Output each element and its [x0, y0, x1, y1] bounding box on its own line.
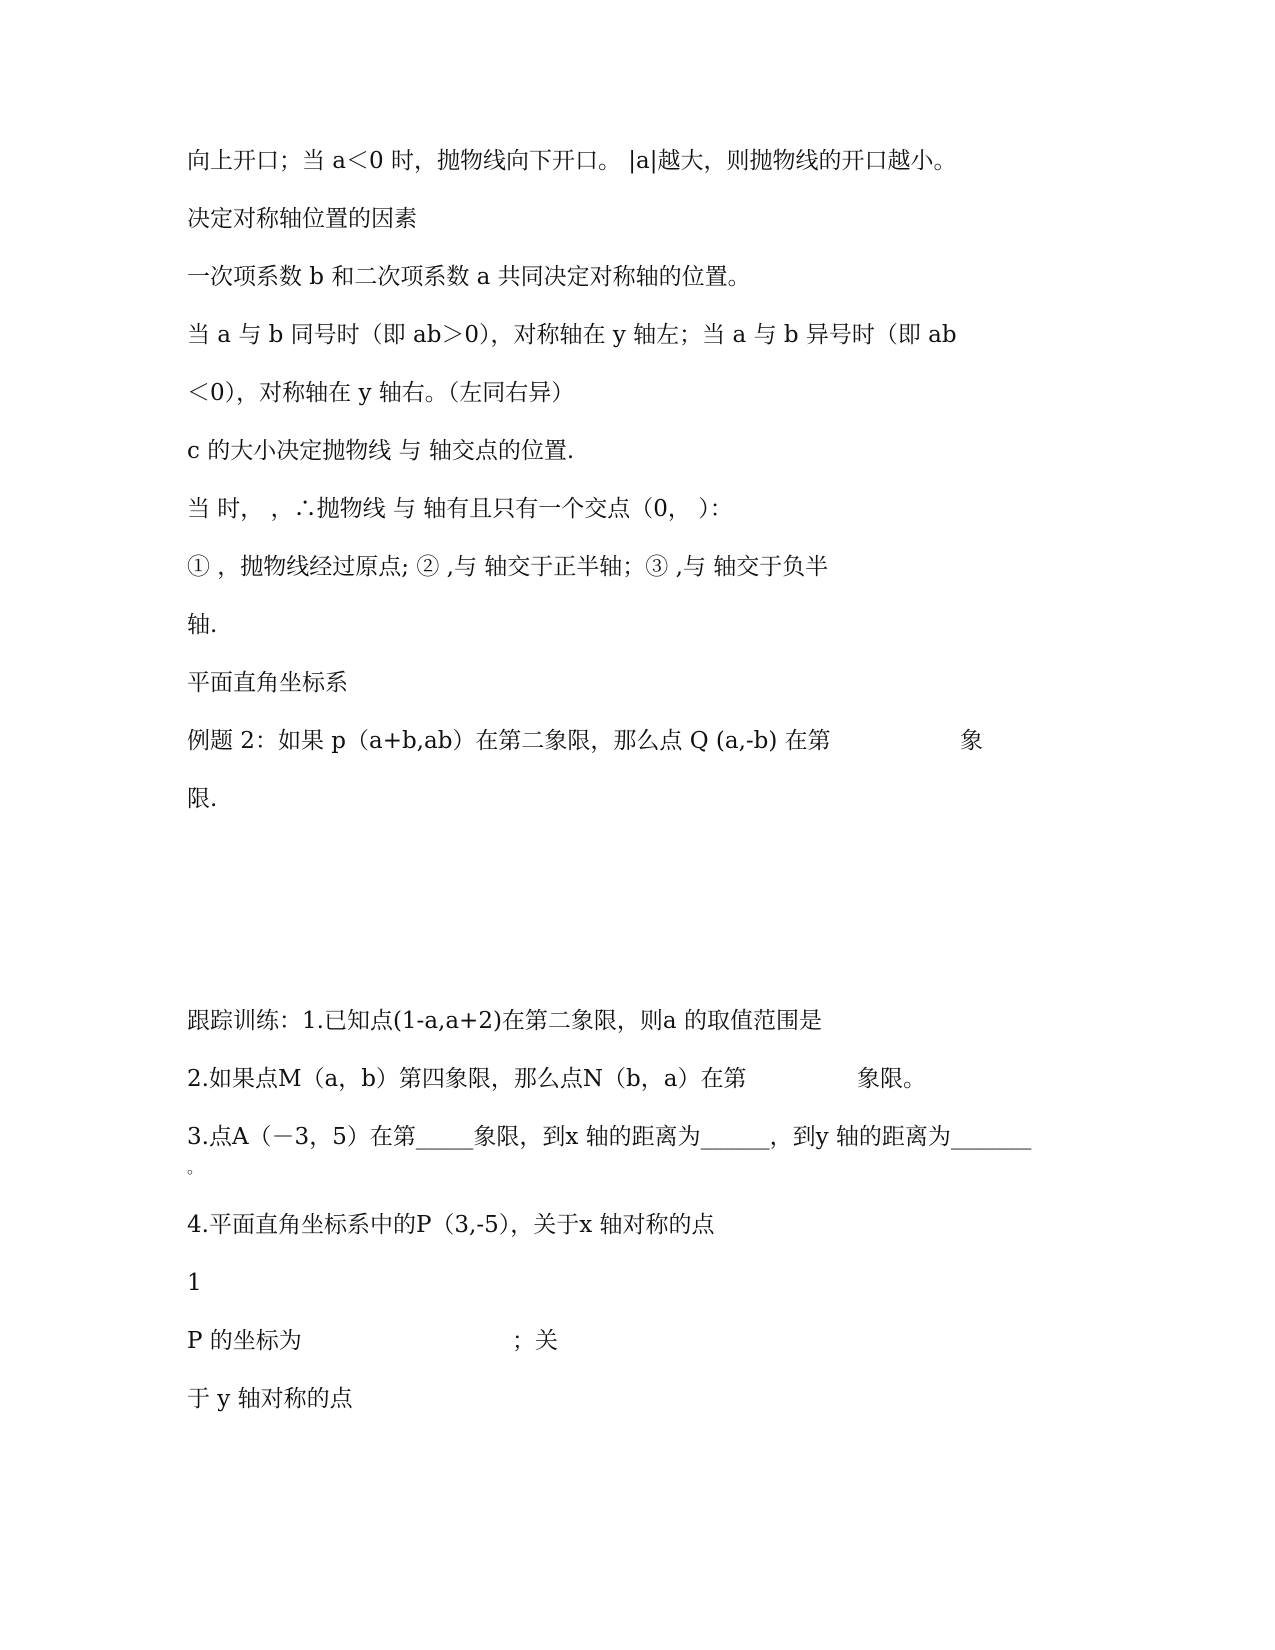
text-line-intersection: 当 时， ，∴抛物线 与 轴有且只有一个交点（0， ）：	[187, 496, 733, 522]
p-coordinate-next: ；关	[512, 1328, 558, 1354]
text-line-cases: ① ，抛物线经过原点; ② ,与 轴交于正半轴；③ ,与 轴交于负半	[187, 554, 829, 580]
page-number: 1	[187, 1270, 202, 1296]
text-line-opposite-sign: ＜0），对称轴在 y 轴右。（左同右异）	[187, 380, 575, 406]
practice-2-quadrant-part: 象限。	[857, 1066, 926, 1092]
example-2-question: 例题 2：如果 p（a+b,ab）在第二象限，那么点 Q (a,-b) 在第	[187, 728, 831, 754]
heading-coordinate-system: 平面直角坐标系	[187, 670, 348, 696]
text-line-coefficients: 一次项系数 b 和二次项系数 a 共同决定对称轴的位置。	[187, 264, 751, 290]
text-line-practice-4: 4.平面直角坐标系中的P（3,-5），关于x 轴对称的点	[187, 1212, 715, 1238]
text-line-example-2-end: 限.	[187, 786, 218, 812]
text-line-practice-3: 3.点A（－3，5）在第_____象限，到x 轴的距离为______，到y 轴的距离为_______	[187, 1124, 1032, 1150]
heading-axis-factors: 决定对称轴位置的因素	[187, 206, 417, 232]
practice-2-question: 2.如果点M（a，b）第四象限，那么点N（b，a）在第	[187, 1066, 747, 1092]
text-line-practice-3-end: 。	[187, 1158, 204, 1177]
text-line-opening-direction: 向上开口；当 a＜0 时，抛物线向下开口。 |a|越大，则抛物线的开口越小。	[187, 148, 957, 174]
p-coordinate-label: P 的坐标为	[187, 1328, 302, 1354]
text-line-practice-1: 跟踪训练：1.已知点(1-a,a+2)在第二象限，则a 的取值范围是	[187, 1008, 822, 1034]
text-line-axis-end: 轴.	[187, 612, 218, 638]
text-line-y-axis-symmetric: 于 y 轴对称的点	[187, 1386, 353, 1412]
text-line-c-size: c 的大小决定抛物线 与 轴交点的位置.	[187, 438, 575, 464]
text-line-same-sign: 当 a 与 b 同号时（即 ab＞0），对称轴在 y 轴左；当 a 与 b 异号时（即 ab	[187, 322, 957, 348]
example-2-quadrant-part: 象	[960, 728, 983, 754]
